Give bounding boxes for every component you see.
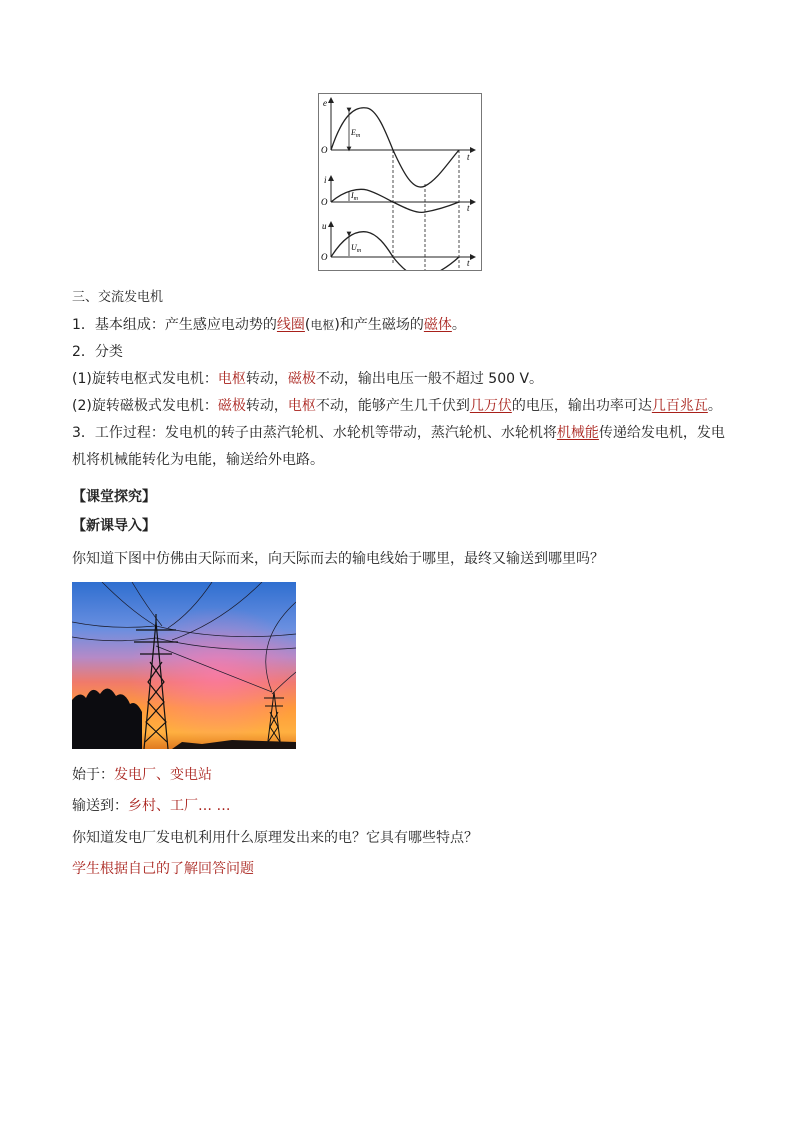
class-explore-heading: 【课堂探究】	[72, 489, 156, 505]
answer-armature-still: 电枢	[287, 398, 316, 414]
i-axis-label: i	[324, 175, 327, 185]
transmission-tower-photo	[72, 582, 296, 749]
answer-volts: 几万伏	[469, 398, 512, 414]
answer-armature: 电枢	[310, 318, 335, 332]
answer-armature-rotate: 电枢	[217, 371, 246, 387]
answer-start-value: 发电厂、变电站	[114, 767, 212, 783]
section-heading: 三、交流发电机	[72, 290, 164, 305]
answer-magnet: 磁体	[423, 317, 452, 333]
answer-end-line: 输送到：乡村、工厂… …	[72, 798, 231, 814]
e-axis-label: e	[323, 98, 327, 108]
ac-waveform-figure	[318, 93, 482, 271]
waveform-graph	[319, 94, 481, 270]
sunset-tower-image	[72, 582, 296, 749]
e-curve	[331, 108, 459, 187]
answer-pole-rotate: 磁极	[217, 398, 246, 414]
question-generator-principle: 你知道发电厂发电机利用什么原理发出来的电？它具有哪些特点？	[72, 830, 478, 846]
t-label-i: t	[467, 203, 470, 213]
em-label: $E_m$	[351, 128, 361, 139]
item-basic-composition: 1．基本组成：产生感应电动势的线圈(电枢)和产生磁场的磁体。	[72, 317, 466, 333]
origin-label-i: O	[321, 197, 328, 207]
origin-label-e: O	[321, 145, 328, 155]
origin-label-u: O	[321, 252, 328, 262]
im-label: $I_m$	[351, 191, 359, 202]
question-transmission-lines: 你知道下图中仿佛由天际而来，向天际而去的输电线始于哪里，最终又输送到哪里吗？	[72, 551, 604, 567]
answer-coil: 线圈	[276, 317, 305, 333]
new-lesson-heading: 【新课导入】	[72, 518, 156, 534]
answer-mechanical-energy: 机械能	[556, 425, 599, 441]
answer-student-response: 学生根据自己的了解回答问题	[72, 861, 254, 877]
item-rotating-armature: (1)旋转电枢式发电机：电枢转动，磁极不动，输出电压一般不超过 500 V。	[72, 371, 544, 387]
answer-start-line: 始于：发电厂、变电站	[72, 767, 212, 783]
item-working-process: 3．工作过程：发电机的转子由蒸汽轮机、水轮机等带动，蒸汽轮机、水轮机将机械能传递给发电机，发电机将机械能转化为电能，输送给外电路。	[72, 425, 725, 468]
item-classification: 2．分类	[72, 344, 123, 360]
u-axis-label: u	[322, 221, 327, 231]
answer-power: 几百兆瓦	[651, 398, 708, 414]
answer-pole-still: 磁极	[287, 371, 316, 387]
t-label-u: t	[467, 258, 470, 268]
item-rotating-pole: (2)旋转磁极式发电机：磁极转动，电枢不动，能够产生几千伏到几万伏的电压，输出功率可达几百兆瓦。	[72, 398, 722, 414]
answer-end-value: 乡村、工厂… …	[128, 798, 231, 814]
t-label-e: t	[467, 152, 470, 162]
um-label: $U_m$	[351, 243, 362, 254]
